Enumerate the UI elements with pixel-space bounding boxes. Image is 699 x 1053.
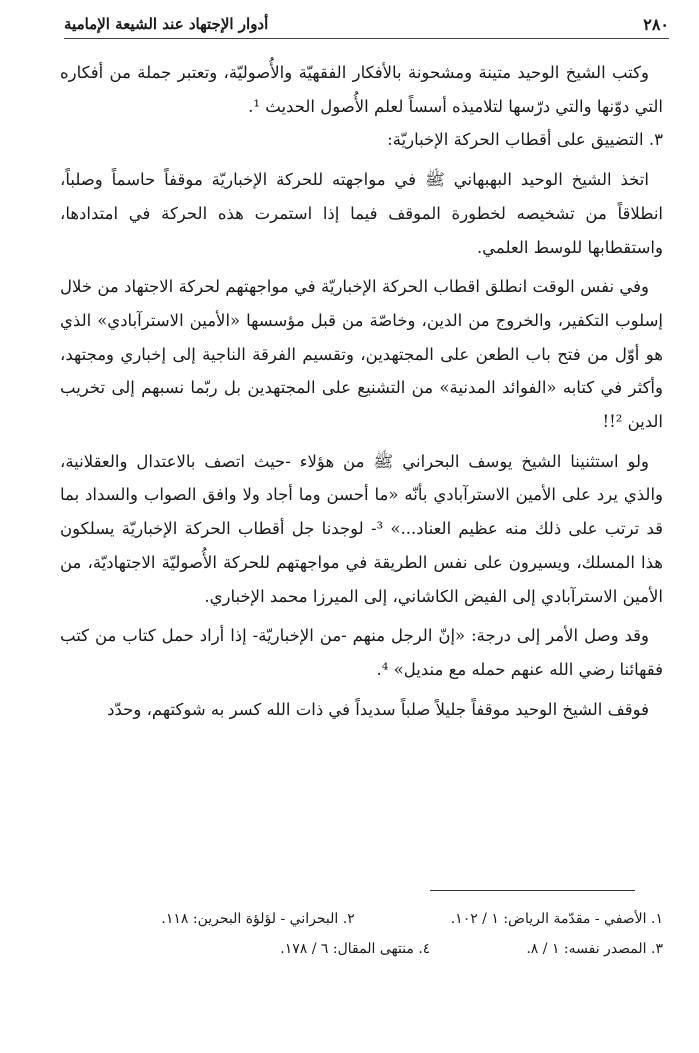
footnote-1: ١. الأصفي - مقدّمة الرياض: ١ / ١٠٢. [450,911,663,927]
footnotes [60,904,663,964]
paragraph: وكتب الشيخ الوحيد متينة ومشحونة بالأفكار الفقهيّة والأُصوليّة، وتعتبر جملة من أفكاره التي دوّنها والتي درّسها لتلاميذه أسساً لعلم الأُصول الحديث ¹. [60,63,663,116]
running-title: أدوار الإجتهاد عند الشيعة الإمامية [64,15,269,33]
footnote-3: ٣. المصدر نفسه: ١ / ٨. [526,941,663,957]
page-header [64,10,669,39]
footnote-2: ٢. البحراني - لؤلؤة البحرين: ١١٨. [161,911,355,927]
footnote-4: ٤. منتهى المقال: ٦ / ١٧٨. [280,941,431,957]
paragraph: ولو استثنينا الشيخ يوسف البحراني ﷺ من هؤلاء -حيث اتصف بالاعتدال والعقلانية، والذي يرد على الأمين الاسترآبادي بأنّه «ما أحسن وما أجاد ولا وافق الصواب والسداد بما قد ترتب على ذلك منه عظيم العناد...» ³- لوجدنا جل أقطاب الحركة الإخباريّة يسلكون هذا المسلك، ويسيرون على نفس الطريقة في مواجهتهم للحركة الأُصوليّة الاجتهاديّة، من الأمين الاسترآبادي إلى الفيض الكاشاني، إلى الميرزا محمد الإخباري. [60,451,663,606]
paragraph: وقد وصل الأمر إلى درجة: «إنّ الرجل منهم -من الإخباريّة- إذا أراد حمل كتاب من كتب فقهائنا رضي الله عنهم حمله مع منديل» ⁴. [60,626,663,679]
main-text [60,56,663,726]
footnote-separator [430,890,635,891]
page-number: ٢٨٠ [643,14,669,34]
section-heading: ٣. التضييق على أقطاب الحركة الإخباريّة: [387,130,663,150]
paragraph: اتخذ الشيخ الوحيد البهبهاني ﷺ في مواجهته للحركة الإخباريّة موقفاً حاسماً وصلباً، انطلاقاً من تشخيصه لخطورة الموقف فيما إذا استمرت هذه الحركة في امتدادها، واستقطابها للوسط العلمي. [60,170,663,257]
paragraph: فوقف الشيخ الوحيد موقفاً جليلاً صلباً سديداً في ذات الله كسر به شوكتهم، وحدّد [107,699,649,719]
paragraph: وفي نفس الوقت انطلق اقطاب الحركة الإخباريّة في مواجهتهم لحركة الاجتهاد من خلال إسلوب التكفير، والخروج من الدين، وخاصّة من قبل مؤسسها «الأمين الاسترآبادي» الذي هو أوّل من فتح باب الطعن على المجتهدين، وتقسيم الفرقة الناجية إلى إخباري ومجتهد، وأكثر في كتابه «الفوائد المدنية» من التشنيع على المجتهدين بل ربّما نسبهم إلى تخريب الدين ²!! [60,277,663,432]
